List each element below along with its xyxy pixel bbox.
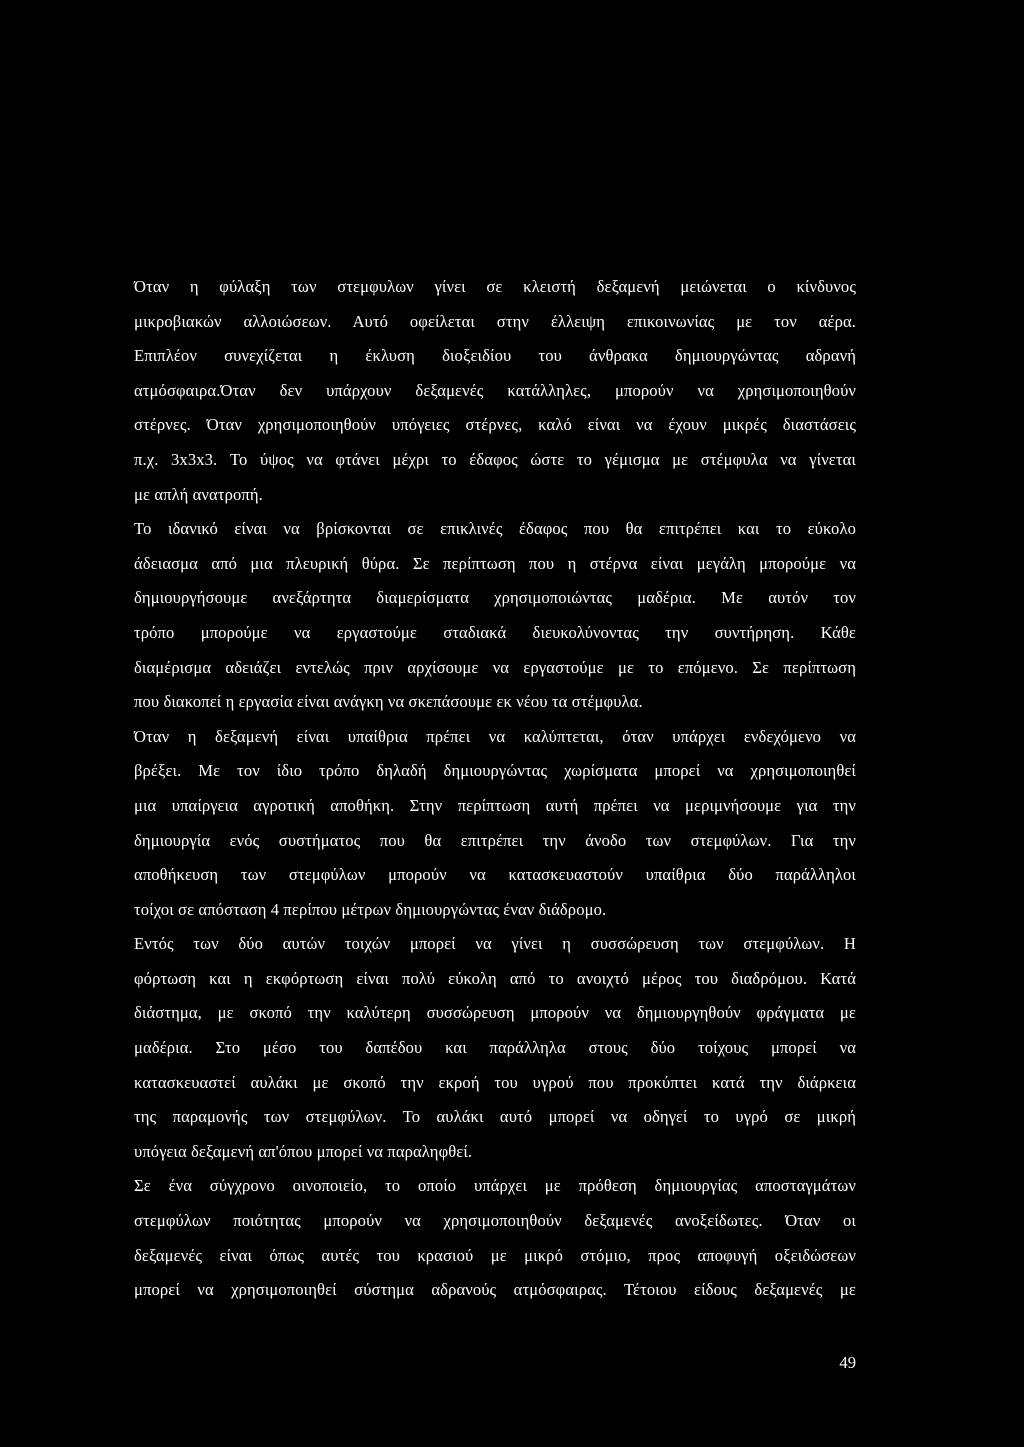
text-line: άδειασμα από μια πλευρική θύρα. Σε περίπτωση που η στέρνα είναι μεγάλη μπορούμε να: [134, 553, 856, 573]
paragraph-5: [134, 1169, 856, 1307]
text-line: τρόπο μπορούμε να εργαστούμε σταδιακά διευκολύνοντας την συντήρηση. Κάθε: [134, 622, 856, 642]
text-line: διάστημα, με σκοπό την καλύτερη συσσώρευση μπορούν να δημιουργηθούν φράγματα με: [134, 1003, 856, 1023]
text-line: μπορεί να χρησιμοποιηθεί σύστημα αδρανούς ατμόσφαιρας. Τέτοιου είδους δεξαμενές με: [134, 1280, 856, 1300]
text-line: Όταν η δεξαμενή είναι υπαίθρια πρέπει να καλύπτεται, όταν υπάρχει ενδεχόμενο να: [134, 726, 856, 746]
text-line: μια υπαίργεια αγροτική αποθήκη. Στην περίπτωση αυτή πρέπει να μεριμνήσουμε για την: [134, 795, 856, 815]
text-line: Επιπλέον συνεχίζεται η έκλυση διοξειδίου του άνθρακα δημιουργώντας αδρανή: [134, 346, 856, 366]
text-line: δεξαμενές είναι όπως αυτές του κρασιού με μικρό στόμιο, προς αποφυγή οξειδώσεων: [134, 1245, 856, 1265]
paragraph-4: [134, 927, 856, 1169]
text-line: μαδέρια. Στο μέσο του δαπέδου και παράλληλα στους δύο τοίχους μπορεί να: [134, 1038, 856, 1058]
text-line: ατμόσφαιρα.Όταν δεν υπάρχουν δεξαμενές κατάλληλες, μπορούν να χρησιμοποιηθούν: [134, 380, 856, 400]
page-number: 49: [839, 1353, 856, 1372]
text-line: Εντός των δύο αυτών τοιχών μπορεί να γίνει η συσσώρευση των στεμφύλων. Η: [134, 934, 856, 954]
text-line: της παραμονής των στεμφύλων. Το αυλάκι αυτό μπορεί να οδηγεί το υγρό σε μικρή: [134, 1107, 856, 1127]
text-body: [134, 270, 856, 1308]
text-line: Το ιδανικό είναι να βρίσκονται σε επικλινές έδαφος που θα επιτρέπει και το εύκολο: [134, 519, 856, 539]
text-line: τοίχοι σε απόσταση 4 περίπου μέτρων δημιουργώντας έναν διάδρομο.: [134, 899, 607, 919]
text-line: με απλή ανατροπή.: [134, 484, 263, 504]
text-line: στέρνες. Όταν χρησιμοποιηθούν υπόγειες στέρνες, καλό είναι να έχουν μικρές διαστάσεις: [134, 415, 856, 435]
text-line: κατασκευαστεί αυλάκι με σκοπό την εκροή του υγρού που προκύπτει κατά την διάρκεια: [134, 1072, 856, 1092]
text-line: δημιουργήσουμε ανεξάρτητα διαμερίσματα χρησιμοποιώντας μαδέρια. Με αυτόν τον: [134, 588, 856, 608]
text-line: στεμφύλων ποιότητας μπορούν να χρησιμοποιηθούν δεξαμενές ανοξείδωτες. Όταν οι: [134, 1211, 856, 1231]
text-line: αποθήκευση των στεμφύλων μπορούν να κατασκευαστούν υπαίθρια δύο παράλληλοι: [134, 865, 856, 885]
text-line: Σε ένα σύγχρονο οινοποιείο, το οποίο υπάρχει με πρόθεση δημιουργίας αποσταγμάτων: [134, 1176, 856, 1196]
paragraph-2: [134, 512, 856, 720]
text-line: π.χ. 3x3x3. Το ύψος να φτάνει μέχρι το έδαφος ώστε το γέμισμα με στέμφυλα να γίνεται: [134, 449, 856, 469]
paragraph-3: [134, 720, 856, 928]
text-line: διαμέρισμα αδειάζει εντελώς πριν αρχίσουμε να εργαστούμε με το επόμενο. Σε περίπτωση: [134, 657, 856, 677]
text-line: δημιουργία ενός συστήματος που θα επιτρέπει την άνοδο των στεμφύλων. Για την: [134, 830, 856, 850]
text-line: βρέξει. Με τον ίδιο τρόπο δηλαδή δημιουργώντας χωρίσματα μπορεί να χρησιμοποιηθεί: [134, 761, 856, 781]
text-line: φόρτωση και η εκφόρτωση είναι πολύ εύκολη από το ανοιχτό μέρος του διαδρόμου. Κατά: [134, 968, 856, 988]
text-line: Όταν η φύλαξη των στεμφυλων γίνει σε κλειστή δεξαμενή μειώνεται ο κίνδυνος: [134, 277, 856, 296]
text-line: που διακοπεί η εργασία είναι ανάγκη να σκεπάσουμε εκ νέου τα στέμφυλα.: [134, 692, 643, 712]
paragraph-1: [134, 270, 856, 512]
text-line: μικροβιακών αλλοιώσεων. Αυτό οφείλεται στην έλλειψη επικοινωνίας με τον αέρα.: [134, 311, 856, 331]
text-line: υπόγεια δεξαμενή απ'όπου μπορεί να παραληφθεί.: [134, 1141, 473, 1161]
